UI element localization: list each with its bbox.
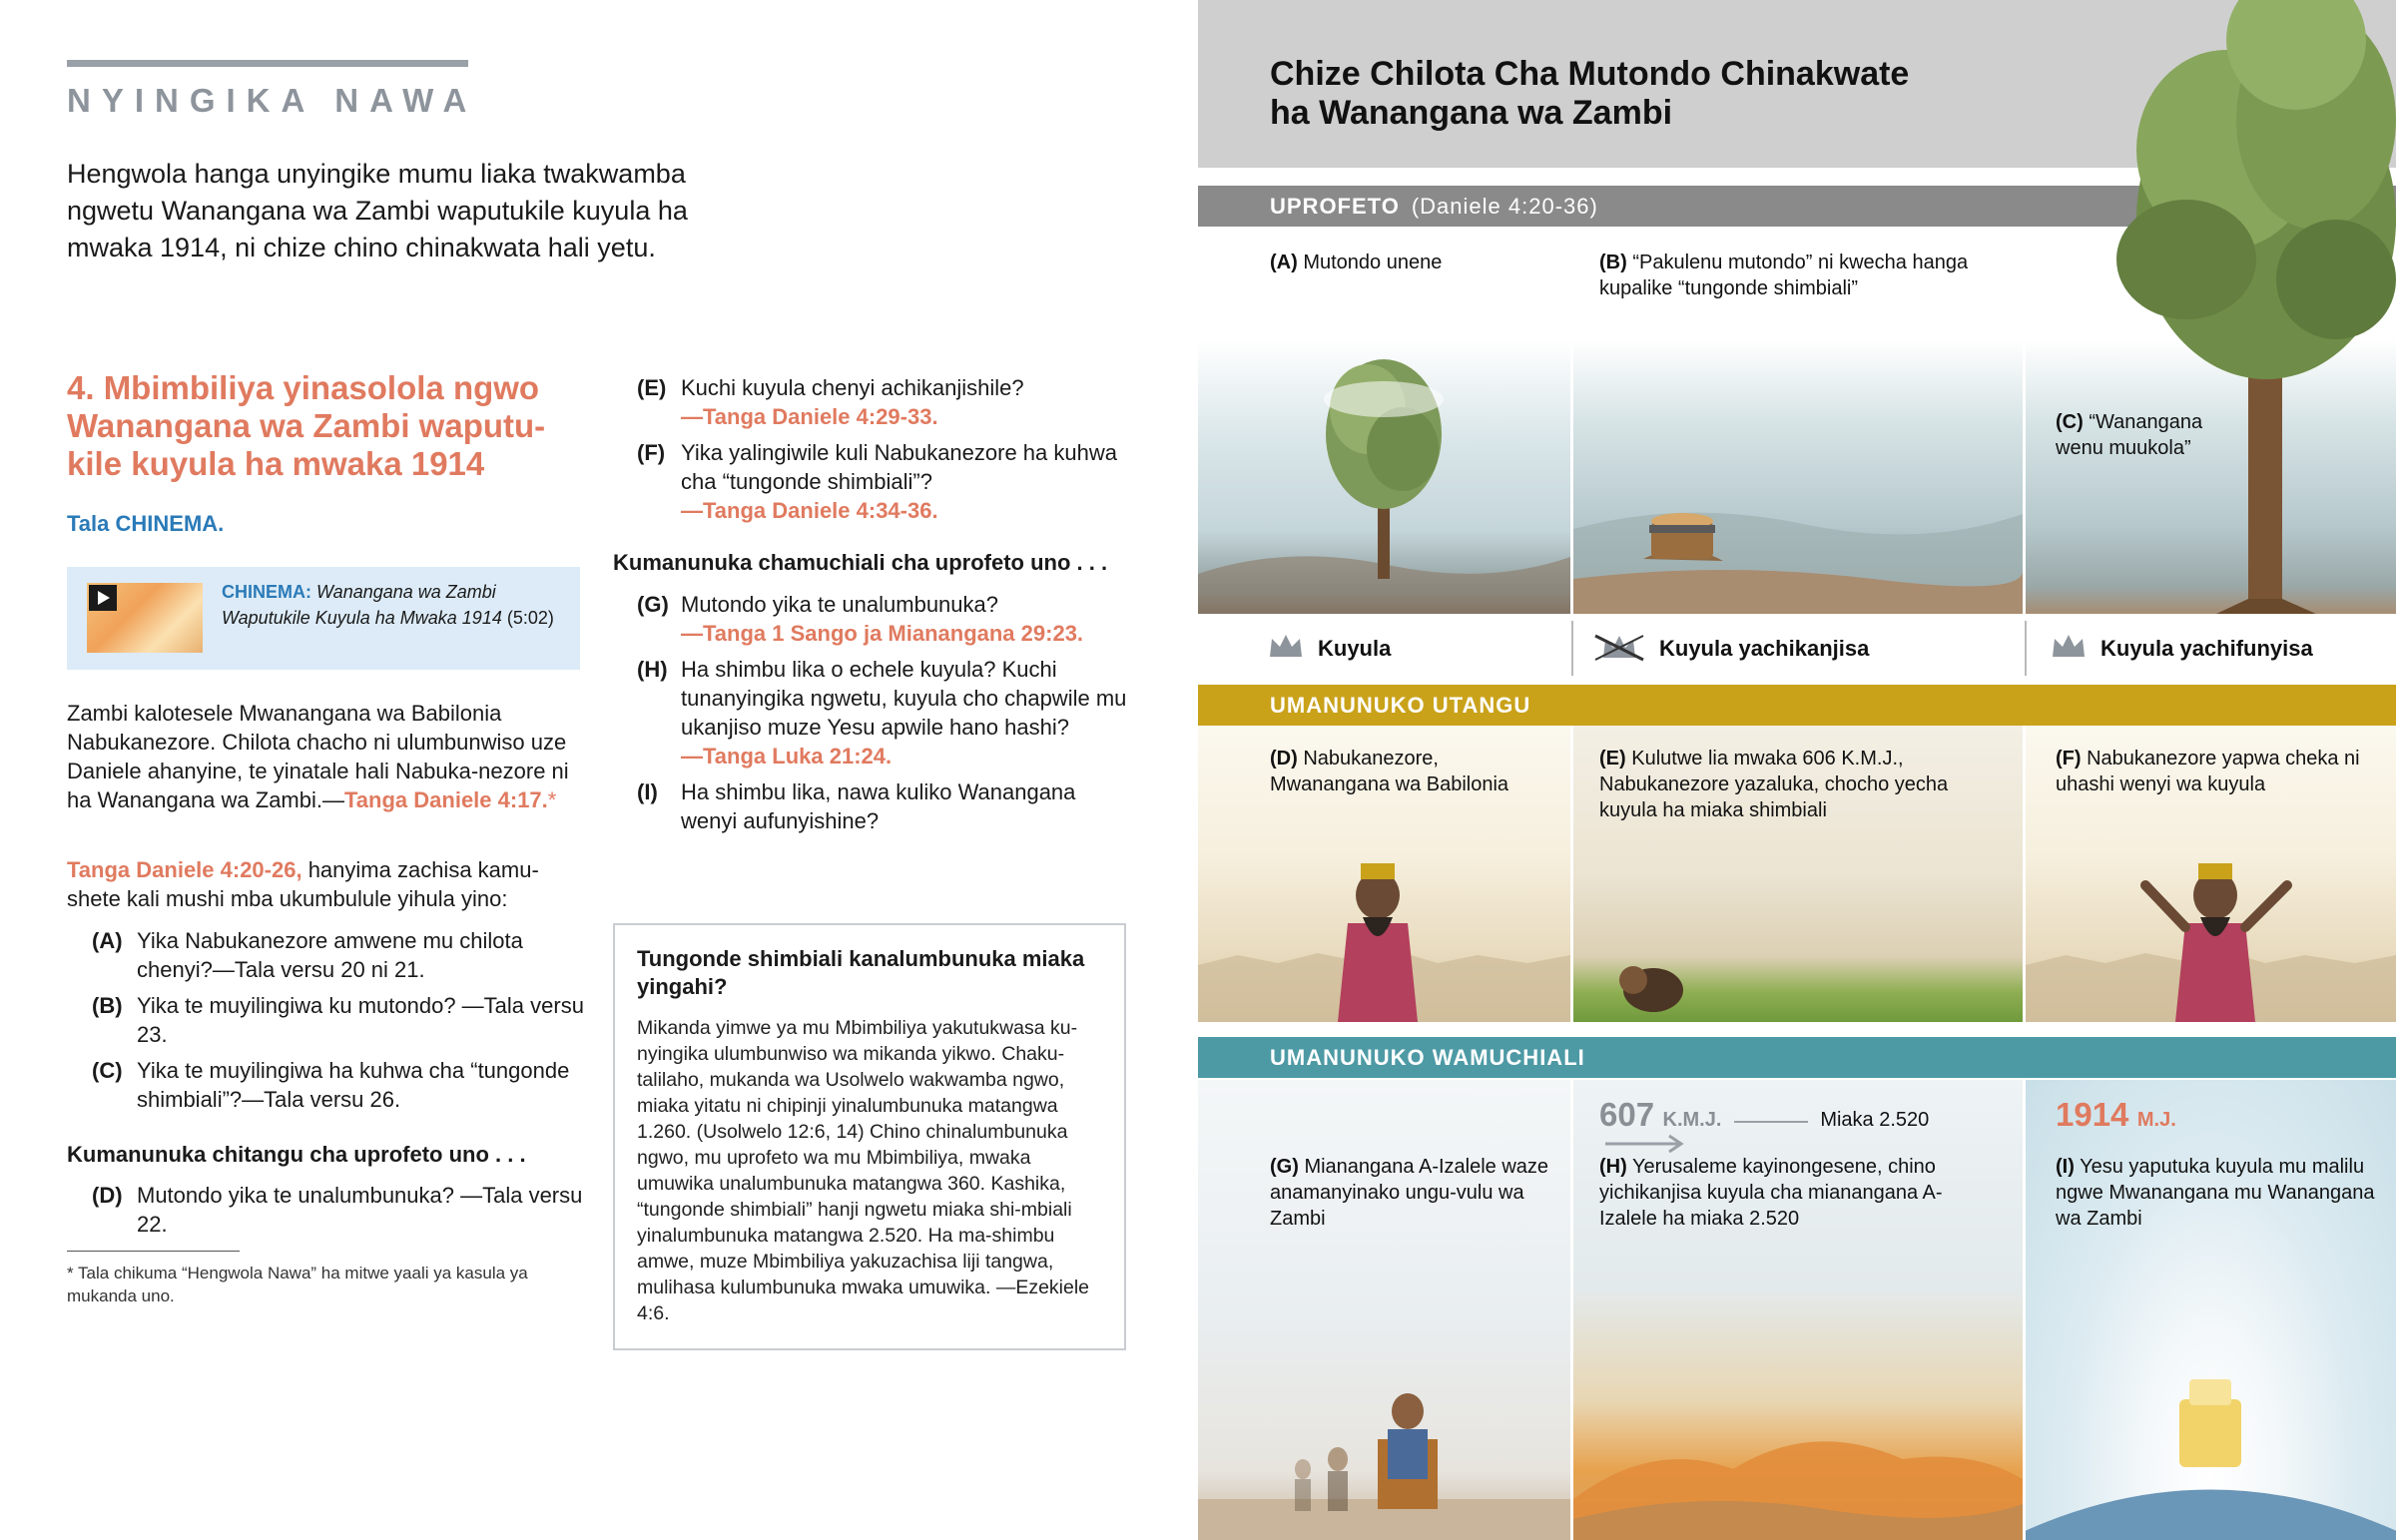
caption-d-text: Nabukanezore, Mwanangana wa Babilonia — [1270, 748, 1509, 795]
question-item — [613, 590, 1132, 648]
king-illustration — [1198, 855, 1570, 1022]
caption-i-text: Yesu yaputuka kuyula mu malilu ngwe Mwanangana mu Wanangana wa Zambi — [2056, 1156, 2375, 1230]
question-body: Yika yalingiwile kuli Nabukanezore ha kuhwa cha “tungonde shimbiali”? — [681, 440, 1117, 494]
scripture-link-daniel-4-17[interactable]: Tanga Daniele 4:17. — [344, 787, 548, 812]
heavenly-throne-illustration — [2026, 1319, 2396, 1540]
panel-israel-kings — [1198, 1080, 1570, 1540]
restored-king-illustration — [2026, 855, 2396, 1022]
era-bce: K.M.J. — [1662, 1109, 1722, 1131]
caption-g-text: Mianangana A-Izalele waze anamanyinako ungu-vulu wa Zambi — [1270, 1156, 1549, 1230]
caption-e-text: Kulutwe lia mwaka 606 K.M.J., Nabukanezore yazaluka, chocho yecha kuyula ha miaka shimbiali — [1599, 748, 1949, 821]
caption-b-text: “Pakulenu mutondo” ni kwecha hanga kupalike “tungonde shimbiali” — [1599, 252, 1969, 299]
intro-text: Hengwola hanga unyingike mumu liaka twakwamba ngwetu Wanangana wa Zambi waputukile kuyula ha mwaka 1914, ni chize chino chinakwata hali yetu. — [67, 159, 688, 262]
question-body: Yika Nabukanezore amwene mu chilota chenyi?—Tala versu 20 ni 21. — [137, 928, 523, 982]
question-letter: (A) — [92, 928, 123, 953]
question-text — [681, 655, 1132, 770]
watch-video-link[interactable]: Tala CHINEMA. — [67, 511, 225, 536]
question-letter: (H) — [637, 657, 668, 682]
question-body: Ha shimbu lika o echele kuyula? Kuchi tunanyingika ngwetu, kuyula cho chapwile mu ukanjiso muze Yesu apwile hano hashi? — [681, 657, 1127, 740]
madness-illustration — [1573, 885, 2023, 1022]
question-text — [137, 991, 586, 1049]
caption-e — [1599, 746, 1999, 823]
year-607: 607 — [1599, 1096, 1655, 1133]
question-letter: (C) — [92, 1058, 123, 1083]
panel-jerusalem — [1573, 1080, 2023, 1540]
question-letter: (G) — [637, 592, 669, 617]
caption-e-letter: (E) — [1599, 748, 1626, 770]
status-divider — [2025, 621, 2027, 676]
band-prophecy-ref: (Daniele 4:20-36) — [1411, 194, 1598, 219]
question-item — [67, 1181, 586, 1239]
video-duration: (5:02) — [506, 608, 554, 628]
panel-restored-king — [2026, 726, 2396, 1022]
question-text — [137, 926, 586, 984]
footnote-marker[interactable]: * — [547, 787, 557, 812]
question-text — [681, 590, 1132, 648]
panel-tree — [1198, 339, 1570, 614]
panel-king — [1198, 726, 1570, 1022]
caption-c-text: “Wanangana wenu muukola” — [2056, 411, 2203, 459]
sidebar-body: Mikanda yimwe ya mu Mbimbiliya yakutukwasa ku-nyingika ulumbunwiso wa mikanda yikwo. Chaku-talilaho, mukanda wa Usolwelo wakwamba ngwo, miaka yitatu ni chipinji yinalumbunuka matangwa 1.260. (Usolwelo 12:6, 14) Chino chinalumbunuka ngwo, mu uprofeto wa mu Mbimbiliya, mwaka umuwika unalumbunuka matangwa 360. Kashika, “tungonde shimbiali” hanji ngwetu miaka shi-mbiali yinalumbunuka matangwa 2.520. Ha ma-shimbu amwe, muze Mbimbiliya yakuzachisa liji tangwa, mulihasa kulumbunuka mwaka umuwika. —Ezekiele 4:6. — [637, 1017, 1090, 1324]
panel-stump — [1573, 339, 2023, 614]
scripture-link[interactable]: —Tanga Daniele 4:34-36. — [681, 498, 938, 523]
question-heading: 4. Mbimbiliya yinasolola ngwo Wanangana wa Zambi waputu-kile kuyula ha mwaka 1914 — [67, 369, 546, 482]
video-label: CHINEMA: — [222, 582, 311, 602]
caption-f — [2056, 746, 2385, 797]
timeline-line — [1734, 1121, 1808, 1123]
column-divider — [1570, 726, 1573, 1022]
israel-kings-illustration — [1198, 1359, 1570, 1540]
caption-a-text: Mutondo unene — [1297, 252, 1443, 273]
video-thumbnail[interactable] — [87, 583, 203, 653]
paragraph-dream-text: Zambi kalotesele Mwanangana wa Babilonia Nabukanezore. Chilota chacho ni ulumbunwiso uze Daniele ahanyine, te yinatale hali Nabuka-nezore ni ha Wanangana wa Zambi.— — [67, 701, 569, 812]
question-text — [681, 373, 1132, 431]
year-1914: 1914 — [2056, 1096, 2129, 1133]
era-ce: M.J. — [2136, 1109, 2176, 1131]
play-icon[interactable] — [89, 585, 117, 611]
question-letter: (B) — [92, 993, 123, 1018]
question-body: Kuchi kuyula chenyi achikanjishile? — [681, 375, 1024, 400]
question-item — [613, 777, 1132, 835]
subhead-first-fulfillment: Kumanunuka chitangu cha uprofeto uno . . . — [67, 1142, 526, 1167]
caption-h-letter: (H) — [1599, 1156, 1627, 1178]
caption-f-letter: (F) — [2056, 748, 2082, 770]
caption-b — [1599, 250, 1979, 301]
status-reign — [1268, 621, 1391, 676]
question-body: Mutondo yika te unalumbunuka? —Tala versu 22. — [137, 1183, 583, 1237]
status-interrupted-label: Kuyula yachikanjisa — [1659, 636, 1870, 661]
section-label: NYINGIKA NAWA — [67, 82, 478, 119]
arrow-right-icon — [1605, 1134, 1685, 1154]
question-list-d — [67, 1181, 586, 1246]
question-body: Yika te muyilingiwa ha kuhwa cha “tungonde shimbiali”?—Tala versu 26. — [137, 1058, 570, 1112]
paragraph-dream — [67, 699, 586, 814]
question-item — [67, 926, 586, 984]
large-tree-illustration — [2096, 0, 2396, 614]
panel-heaven — [2026, 1080, 2396, 1540]
band-first-fulfillment: UMANUNUKO UTANGU — [1198, 685, 2396, 726]
scripture-link[interactable]: —Tanga 1 Sango ja Mianangana 29:23. — [681, 621, 1084, 646]
caption-h — [1599, 1154, 1999, 1232]
question-list-ef — [613, 373, 1132, 532]
stump-illustration — [1573, 339, 2023, 614]
chart-title-line1: Chize Chilota Cha Mutondo Chinakwate — [1270, 55, 1910, 93]
question-letter: (D) — [92, 1183, 123, 1208]
chart-title-line2: ha Wanangana wa Zambi — [1270, 94, 1673, 132]
crown-icon — [2051, 633, 2087, 667]
question-text — [137, 1056, 586, 1114]
status-reign-label: Kuyula — [1318, 636, 1392, 661]
caption-a — [1270, 250, 1559, 275]
top-rule — [67, 60, 468, 67]
caption-h-text: Yerusaleme kayinongesene, chino yichikanjisa kuyula cha mianangana A-Izalele ha miaka 2.520 — [1599, 1156, 1943, 1230]
jerusalem-fire-illustration — [1573, 1379, 2023, 1540]
video-caption — [222, 579, 561, 631]
scripture-link-daniel-4-20[interactable]: Tanga Daniele 4:20-26, — [67, 857, 302, 882]
panel-madness — [1573, 726, 2023, 1022]
caption-g-letter: (G) — [1270, 1156, 1299, 1178]
question-letter: (I) — [637, 779, 658, 804]
chart-title — [1270, 55, 1969, 133]
footnote: * Tala chikuma “Hengwola Nawa” ha mitwe yaali ya kasula ya mukanda uno. — [67, 1264, 528, 1305]
question-text — [137, 1181, 586, 1239]
question-item — [613, 438, 1132, 525]
sidebar-box — [613, 923, 1126, 1350]
question-text — [681, 777, 1132, 835]
crossed-crown-icon — [1593, 632, 1645, 668]
status-interrupted — [1593, 621, 1869, 676]
caption-c-letter: (C) — [2056, 411, 2084, 433]
caption-b-letter: (B) — [1599, 252, 1627, 273]
column-divider — [2023, 339, 2026, 614]
caption-d-letter: (D) — [1270, 748, 1298, 770]
chart-page — [1198, 0, 2396, 1540]
caption-g — [1270, 1154, 1559, 1232]
subhead-second-fulfillment: Kumanunuka chamuchiali cha uprofeto uno . . . — [613, 550, 1108, 575]
question-letter: (F) — [637, 440, 666, 465]
question-list-ghi — [613, 590, 1132, 842]
question-body: Mutondo yika te unalumbunuka? — [681, 592, 998, 617]
question-body: Ha shimbu lika, nawa kuliko Wanangana wenyi aufunyishine? — [681, 779, 1076, 833]
band-second-fulfillment: UMANUNUKO WAMUCHIALI — [1198, 1037, 2396, 1078]
question-item — [613, 655, 1132, 770]
caption-i — [2056, 1154, 2385, 1232]
paragraph-read — [67, 855, 586, 913]
paragraph-read-text: hanyima zachisa kamu-shete kali mushi mba ukumbulule yihula yino: — [67, 857, 539, 911]
year-1914-label — [2056, 1096, 2176, 1134]
crown-icon — [1268, 633, 1304, 667]
status-divider — [1571, 621, 1573, 676]
footnote-divider — [67, 1251, 240, 1252]
column-divider — [2023, 1080, 2026, 1540]
status-restored-label: Kuyula yachifunyisa — [2100, 636, 2313, 661]
question-text — [681, 438, 1132, 525]
question-item — [67, 1056, 586, 1114]
sidebar-title: Tungonde shimbiali kanalumbunuka miaka yingahi? — [637, 946, 1085, 999]
question-letter: (E) — [637, 375, 667, 400]
timeline-607-1914 — [1599, 1096, 2019, 1140]
column-divider — [2023, 726, 2026, 1022]
band-prophecy-label: UPROFETO — [1270, 194, 1400, 219]
scripture-link[interactable]: —Tanga Luka 21:24. — [681, 744, 893, 769]
question-body: Yika te muyilingiwa ku mutondo? —Tala versu 23. — [137, 993, 584, 1047]
status-restored — [2051, 621, 2313, 676]
caption-d — [1270, 746, 1559, 797]
question-item — [67, 991, 586, 1049]
tree-illustration — [1198, 339, 1570, 614]
caption-i-letter: (I) — [2056, 1156, 2075, 1178]
video-title[interactable]: Wanangana wa Zambi Waputukile Kuyula ha Mwaka 1914 — [222, 582, 502, 628]
caption-a-letter: (A) — [1270, 252, 1298, 273]
video-card[interactable] — [67, 567, 580, 670]
column-divider — [1570, 1080, 1573, 1540]
caption-f-text: Nabukanezore yapwa cheka ni uhashi wenyi wa kuyula — [2056, 748, 2360, 795]
question-list-abc — [67, 926, 586, 1121]
question-item — [613, 373, 1132, 431]
span-label: Miaka 2.520 — [1820, 1109, 1930, 1131]
column-divider — [1570, 339, 1573, 614]
scripture-link[interactable]: —Tanga Daniele 4:29-33. — [681, 404, 938, 429]
